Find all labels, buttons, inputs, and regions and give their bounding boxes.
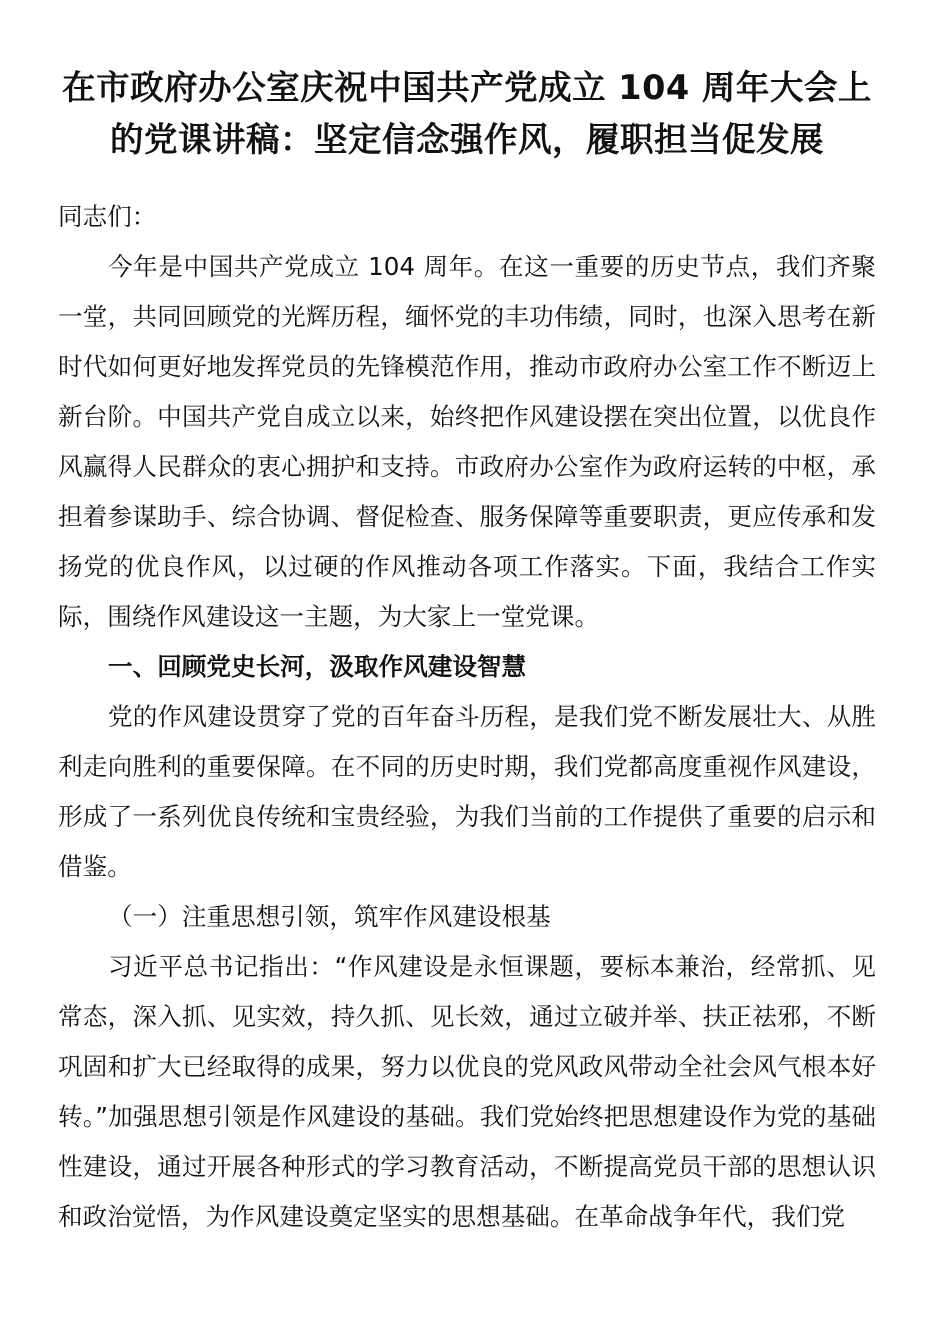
- salutation: 同志们：: [58, 202, 157, 231]
- document-title: [58, 62, 876, 166]
- title-line-1: 在市政府办公室庆祝中国共产党成立 104 周年大会上: [62, 68, 872, 107]
- subsection-heading-1: （一）注重思想引领，筑牢作风建设根基: [108, 902, 551, 931]
- title-line-2: 的党课讲稿：坚定信念强作风，履职担当促发展: [110, 120, 824, 159]
- paragraph-subsection-1: 习近平总书记指出：“作风建设是永恒课题，要标本兼治，经常抓、见常态，深入抓、见实效，持久抓、见长效，通过立破并举、扶正祛邪，不断巩固和扩大已经取得的成果，努力以优良的党风政风带动全社会风气根本好转。”加强思想引领是作风建设的基础。我们党始终把思想建设作为党的基础性建设，通过开展各种形式的学习教育活动，不断提高党员干部的思想认识和政治觉悟，为作风建设奠定坚实的思想基础。在革命战争年代，我们党: [58, 952, 876, 1231]
- section-heading-1: 一、回顾党史长河，汲取作风建设智慧: [108, 652, 527, 681]
- document-body: [58, 192, 876, 1242]
- paragraph-intro: 今年是中国共产党成立 104 周年。在这一重要的历史节点，我们齐聚一堂，共同回顾党的光辉历程，缅怀党的丰功伟绩，同时，也深入思考在新时代如何更好地发挥党员的先锋模范作用，推动市政府办公室工作不断迈上新台阶。中国共产党自成立以来，始终把作风建设摆在突出位置，以优良作风赢得人民群众的衷心拥护和支持。市政府办公室作为政府运转的中枢，承担着参谋助手、综合协调、督促检查、服务保障等重要职责，更应传承和发扬党的优良作风，以过硬的作风推动各项工作落实。下面，我结合工作实际，围绕作风建设这一主题，为大家上一堂党课。: [58, 252, 876, 631]
- paragraph-section-1: 党的作风建设贯穿了党的百年奋斗历程，是我们党不断发展壮大、从胜利走向胜利的重要保障。在不同的历史时期，我们党都高度重视作风建设，形成了一系列优良传统和宝贵经验，为我们当前的工作提供了重要的启示和借鉴。: [58, 702, 876, 881]
